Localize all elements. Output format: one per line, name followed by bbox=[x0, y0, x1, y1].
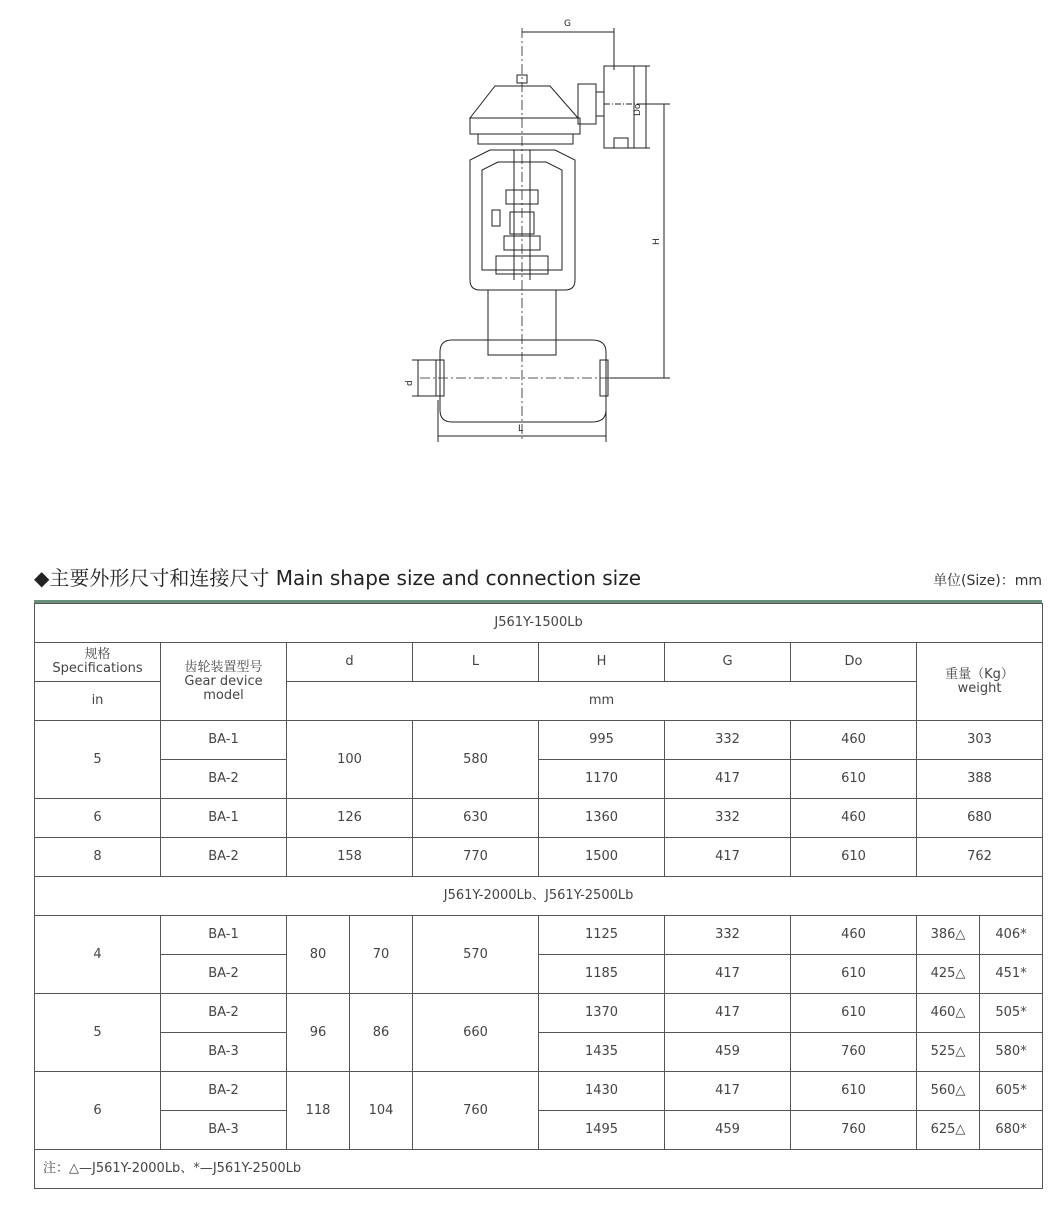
table-row bbox=[35, 838, 1043, 877]
cell-gear: BA-2 bbox=[161, 760, 287, 799]
cell-weight-2000: 525△ bbox=[917, 1033, 980, 1072]
cell-d: 158 bbox=[287, 838, 413, 877]
cell-gear: BA-2 bbox=[161, 1072, 287, 1111]
section-heading: ◆主要外形尺寸和连接尺寸 Main shape size and connection size bbox=[34, 566, 642, 590]
cell-do: 610 bbox=[791, 838, 917, 877]
table-row bbox=[35, 955, 1043, 994]
cell-spec: 4 bbox=[35, 916, 161, 994]
cell-weight-2000: 460△ bbox=[917, 994, 980, 1033]
cell-g: 417 bbox=[665, 955, 791, 994]
cell-gear: BA-2 bbox=[161, 994, 287, 1033]
cell-gear: BA-3 bbox=[161, 1033, 287, 1072]
cell-g: 332 bbox=[665, 799, 791, 838]
cell-h: 1360 bbox=[539, 799, 665, 838]
cell-weight: 680 bbox=[917, 799, 1043, 838]
cell-spec: 5 bbox=[35, 994, 161, 1072]
cell-h: 995 bbox=[539, 721, 665, 760]
table-row bbox=[35, 721, 1043, 760]
header-do: Do bbox=[791, 643, 917, 682]
cell-gear: BA-3 bbox=[161, 1111, 287, 1150]
cell-l: 580 bbox=[413, 721, 539, 799]
cell-weight-2500: 580* bbox=[980, 1033, 1043, 1072]
cell-g: 459 bbox=[665, 1111, 791, 1150]
cell-l: 770 bbox=[413, 838, 539, 877]
dim-label-l: L bbox=[518, 424, 524, 434]
cell-d1: 80 bbox=[287, 916, 350, 994]
header-spec: 规格 Specifications bbox=[35, 643, 161, 682]
section-title-2000-2500lb: J561Y-2000Lb、J561Y-2500Lb bbox=[35, 877, 1043, 916]
header-mm: mm bbox=[287, 682, 917, 721]
cell-weight-2500: 505* bbox=[980, 994, 1043, 1033]
cell-weight: 388 bbox=[917, 760, 1043, 799]
cell-do: 610 bbox=[791, 994, 917, 1033]
header-g: G bbox=[665, 643, 791, 682]
cell-do: 610 bbox=[791, 955, 917, 994]
cell-gear: BA-2 bbox=[161, 838, 287, 877]
cell-g: 459 bbox=[665, 1033, 791, 1072]
cell-spec: 5 bbox=[35, 721, 161, 799]
cell-do: 460 bbox=[791, 916, 917, 955]
cell-g: 417 bbox=[665, 994, 791, 1033]
cell-d2: 86 bbox=[350, 994, 413, 1072]
cell-d2: 70 bbox=[350, 916, 413, 994]
cell-do: 460 bbox=[791, 799, 917, 838]
table-row bbox=[35, 916, 1043, 955]
dim-label-g: G bbox=[564, 19, 571, 29]
cell-h: 1125 bbox=[539, 916, 665, 955]
valve-drawing bbox=[0, 0, 1050, 460]
cell-do: 760 bbox=[791, 1033, 917, 1072]
cell-do: 460 bbox=[791, 721, 917, 760]
section-title-1500lb: J561Y-1500Lb bbox=[35, 604, 1043, 643]
cell-weight-2000: 560△ bbox=[917, 1072, 980, 1111]
table-row bbox=[35, 799, 1043, 838]
cell-g: 417 bbox=[665, 760, 791, 799]
cell-h: 1430 bbox=[539, 1072, 665, 1111]
header-gear: 齿轮装置型号 Gear device model bbox=[161, 643, 287, 721]
table-row bbox=[35, 1033, 1043, 1072]
header-l: L bbox=[413, 643, 539, 682]
cell-weight-2000: 425△ bbox=[917, 955, 980, 994]
cell-h: 1370 bbox=[539, 994, 665, 1033]
header-in: in bbox=[35, 682, 161, 721]
cell-weight-2000: 625△ bbox=[917, 1111, 980, 1150]
cell-h: 1170 bbox=[539, 760, 665, 799]
header-d: d bbox=[287, 643, 413, 682]
cell-do: 610 bbox=[791, 1072, 917, 1111]
cell-l: 660 bbox=[413, 994, 539, 1072]
cell-g: 332 bbox=[665, 721, 791, 760]
cell-d1: 96 bbox=[287, 994, 350, 1072]
cell-gear: BA-1 bbox=[161, 799, 287, 838]
table-row bbox=[35, 1111, 1043, 1150]
cell-h: 1495 bbox=[539, 1111, 665, 1150]
dimension-table bbox=[34, 603, 1043, 1189]
cell-g: 417 bbox=[665, 838, 791, 877]
cell-weight: 762 bbox=[917, 838, 1043, 877]
cell-h: 1435 bbox=[539, 1033, 665, 1072]
cell-l: 630 bbox=[413, 799, 539, 838]
dim-label-do: Do bbox=[633, 103, 643, 116]
cell-spec: 8 bbox=[35, 838, 161, 877]
cell-g: 332 bbox=[665, 916, 791, 955]
cell-d: 126 bbox=[287, 799, 413, 838]
cell-gear: BA-1 bbox=[161, 916, 287, 955]
cell-do: 610 bbox=[791, 760, 917, 799]
table-row bbox=[35, 1072, 1043, 1111]
cell-h: 1500 bbox=[539, 838, 665, 877]
cell-weight: 303 bbox=[917, 721, 1043, 760]
table-note: 注：△—J561Y-2000Lb、*—J561Y-2500Lb bbox=[35, 1150, 1043, 1189]
unit-label: 单位(Size)：mm bbox=[933, 573, 1042, 589]
header-weight: 重量（Kg） weight bbox=[917, 643, 1043, 721]
table-row bbox=[35, 760, 1043, 799]
cell-g: 417 bbox=[665, 1072, 791, 1111]
table-row bbox=[35, 994, 1043, 1033]
cell-weight-2500: 680* bbox=[980, 1111, 1043, 1150]
dim-label-d: d bbox=[405, 380, 415, 386]
cell-d1: 118 bbox=[287, 1072, 350, 1150]
cell-d: 100 bbox=[287, 721, 413, 799]
cell-gear: BA-2 bbox=[161, 955, 287, 994]
cell-weight-2500: 605* bbox=[980, 1072, 1043, 1111]
cell-gear: BA-1 bbox=[161, 721, 287, 760]
dim-label-h: H bbox=[652, 238, 662, 245]
cell-spec: 6 bbox=[35, 1072, 161, 1150]
cell-weight-2500: 406* bbox=[980, 916, 1043, 955]
cell-weight-2500: 451* bbox=[980, 955, 1043, 994]
cell-h: 1185 bbox=[539, 955, 665, 994]
cell-l: 760 bbox=[413, 1072, 539, 1150]
cell-d2: 104 bbox=[350, 1072, 413, 1150]
header-h: H bbox=[539, 643, 665, 682]
cell-spec: 6 bbox=[35, 799, 161, 838]
cell-l: 570 bbox=[413, 916, 539, 994]
cell-weight-2000: 386△ bbox=[917, 916, 980, 955]
cell-do: 760 bbox=[791, 1111, 917, 1150]
